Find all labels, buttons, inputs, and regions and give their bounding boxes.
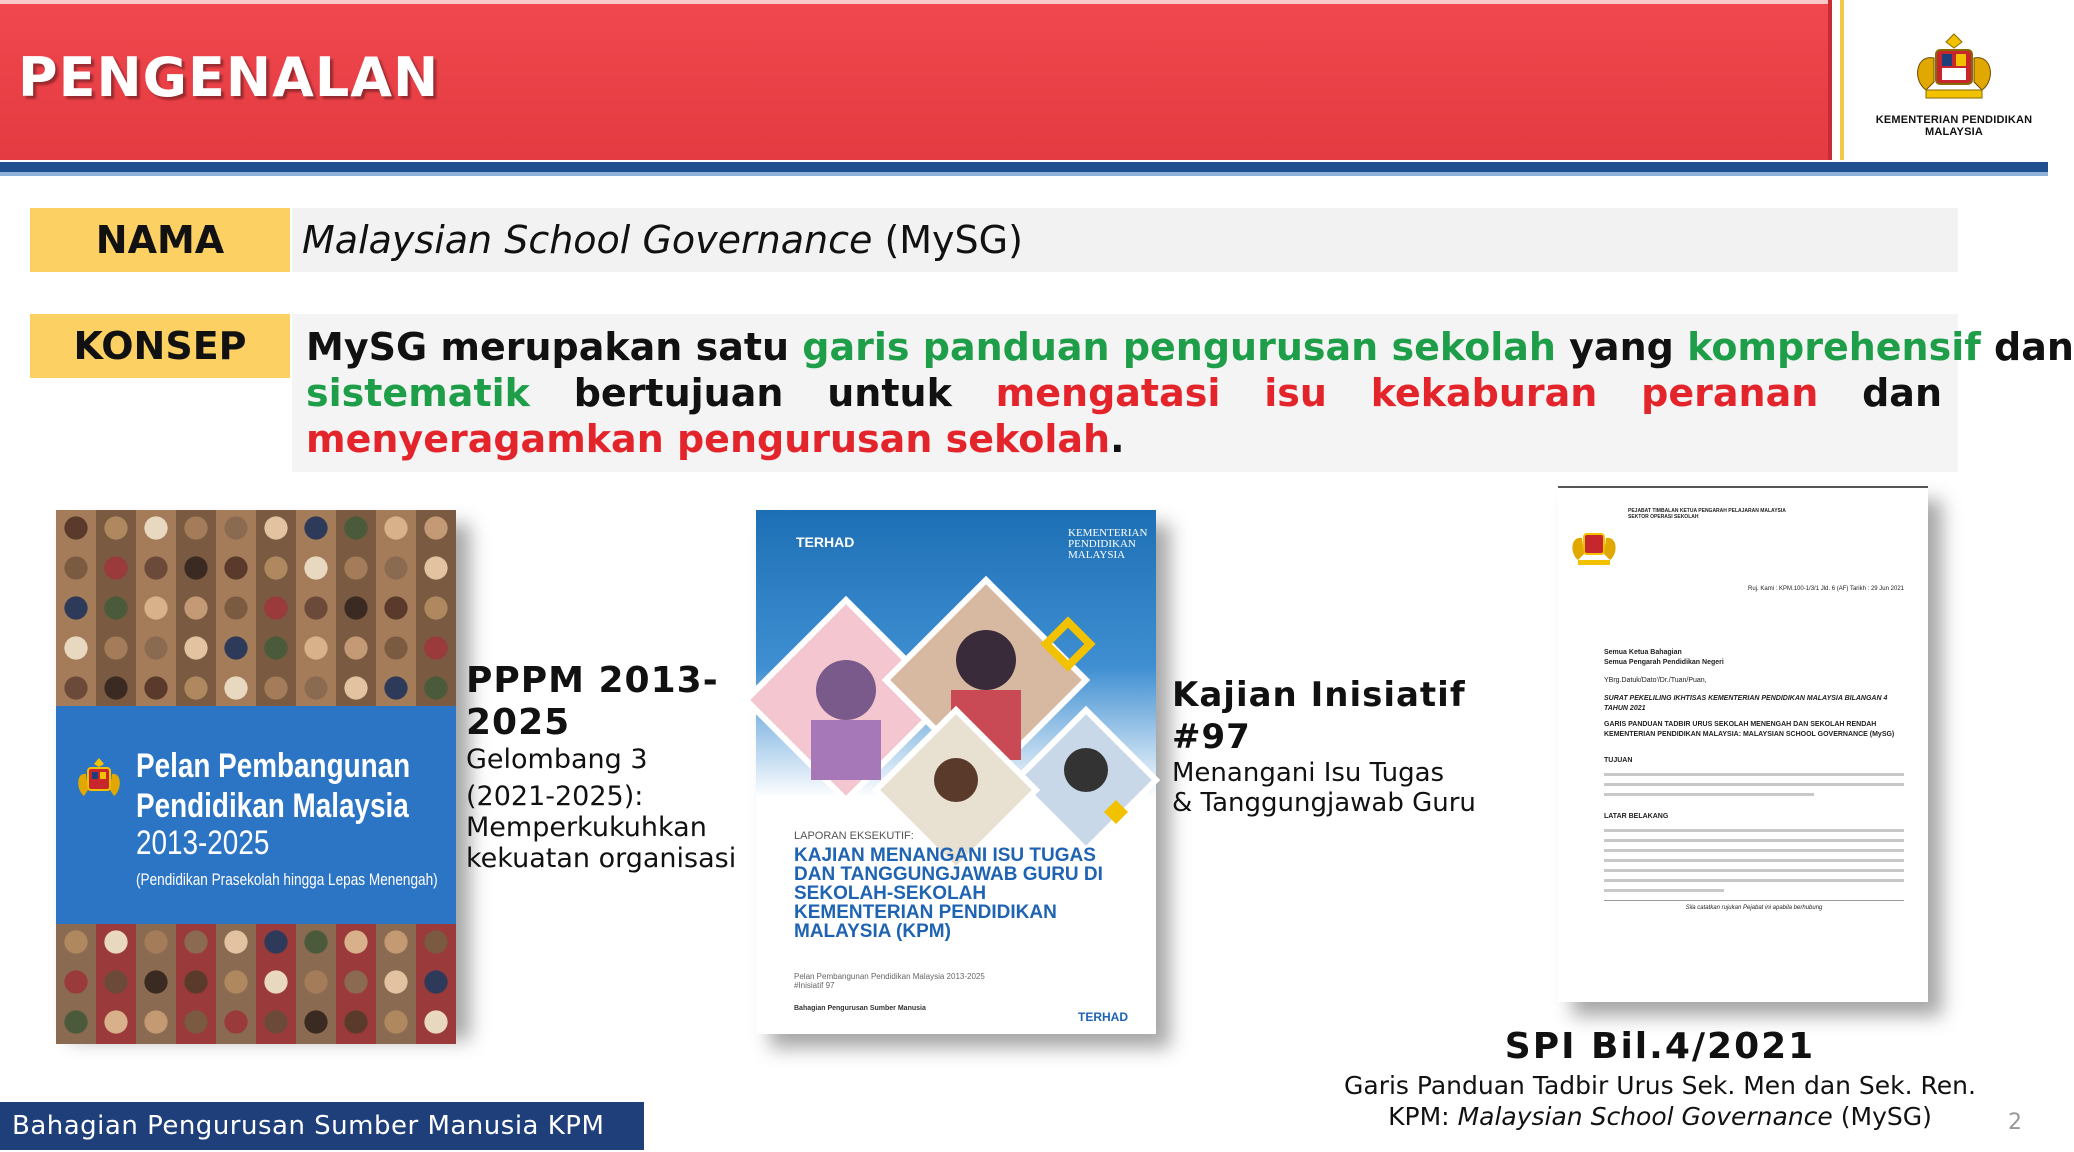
text-line [1604, 773, 1904, 776]
photo-tile [416, 550, 456, 590]
photo-tile [296, 670, 336, 710]
kajian-caption-line: & Tanggungjawab Guru [1172, 788, 1476, 818]
spi-letter-header-line: SEKTOR OPERASI SEKOLAH [1628, 514, 1699, 520]
photo-tile [336, 590, 376, 630]
photo-tile [216, 1004, 256, 1044]
photo-tile [176, 924, 216, 964]
text-line [1604, 849, 1904, 852]
photo-tile [376, 670, 416, 710]
spi-letter [1558, 486, 1928, 1002]
kajian-cover-kpm: KEMENTERIAN PENDIDIKAN MALAYSIA [1068, 527, 1148, 561]
photo-tile [256, 964, 296, 1004]
spi-letter-ref: Ruj. Kami : KPM.100-1/3/1 Jld. 6 (AF) Tarikh : 29 Jun 2021 [1748, 586, 1904, 592]
photo-tile [216, 590, 256, 630]
photo-tile [256, 550, 296, 590]
spi-letter-body [1604, 584, 1904, 594]
text-line [1604, 879, 1904, 882]
kajian-cover-lap: LAPORAN EKSEKUTIF: [794, 830, 914, 842]
pppm-caption [466, 660, 746, 874]
photo-tile [256, 924, 296, 964]
malaysia-crest-icon [74, 756, 124, 806]
photo-tile [56, 924, 96, 964]
nama-value-italic: Malaysian School Governance [302, 218, 873, 262]
pppm-caption-title: PPPM 2013-2025 [466, 660, 719, 743]
photo-tile [176, 590, 216, 630]
nama-label: NAMA [30, 208, 290, 272]
photo-tile [336, 630, 376, 670]
spi-caption-line: Garis Panduan Tadbir Urus Sek. Men dan Sek. Ren. [1344, 1071, 1976, 1100]
photo-tile [136, 670, 176, 710]
spi-letter-section: TUJUAN [1604, 757, 1633, 764]
spi-letter-line: Semua Pengarah Pendidikan Negeri [1604, 659, 1724, 666]
kajian-cover-terhad: TERHAD [1078, 1010, 1128, 1024]
pppm-cover-title-line: Pelan Pembangunan [136, 747, 411, 785]
photo-tile [96, 590, 136, 630]
spi-letter-section: LATAR BELAKANG [1604, 813, 1669, 820]
photo-tile [216, 510, 256, 550]
kajian-cover-terhad: TERHAD [796, 534, 855, 550]
photo-tile [176, 1004, 216, 1044]
photo-tile [136, 964, 176, 1004]
konsep-text: dan [1862, 371, 1942, 415]
spi-caption-italic: Malaysian School Governance [1457, 1102, 1833, 1131]
photo-tile [136, 550, 176, 590]
photo-tile [416, 964, 456, 1004]
photo-tile [216, 924, 256, 964]
nama-value-suffix: (MySG) [872, 218, 1023, 262]
photo-collage-top [56, 510, 456, 706]
konsep-label: KONSEP [30, 314, 290, 378]
konsep-value [292, 314, 2074, 472]
spi-letter-header [1628, 508, 1828, 520]
pppm-cover-title-line: Pendidikan Malaysia [136, 787, 409, 825]
photo-tile [176, 630, 216, 670]
konsep-highlight-green: garis panduan pengurusan sekolah [802, 325, 1556, 369]
konsep-text: dan [1980, 325, 2074, 369]
photo-tile [176, 964, 216, 1004]
konsep-highlight-red: peranan [1641, 371, 1819, 415]
kajian-caption-line: Menangani Isu Tugas [1172, 758, 1445, 788]
photo-tile [96, 1004, 136, 1044]
photo-tile [56, 670, 96, 710]
malaysia-crest-icon [1566, 524, 1622, 568]
photo-tile [296, 590, 336, 630]
spi-caption-line [1300, 1101, 2020, 1132]
photo-tile [216, 550, 256, 590]
spi-letter-line: YBrg.Datuk/Dato'/Dr./Tuan/Puan, [1604, 677, 1707, 684]
photo-tile [56, 590, 96, 630]
photo-tile [336, 924, 376, 964]
photo-collage-bottom [56, 924, 456, 1026]
photo-tile [256, 510, 296, 550]
photo-tile [256, 1004, 296, 1044]
text-line [1604, 859, 1904, 862]
photo-tile [256, 670, 296, 710]
text-line [1604, 793, 1814, 796]
photo-tile [376, 590, 416, 630]
spi-caption [1300, 1024, 2020, 1132]
konsep-line-2 [306, 370, 1942, 416]
photo-tile [336, 510, 376, 550]
photo-tile [176, 550, 216, 590]
photo-tile [96, 964, 136, 1004]
konsep-highlight-red: menyeragamkan pengurusan sekolah [306, 417, 1111, 461]
photo-tile [136, 924, 176, 964]
header-divider [0, 162, 2048, 172]
pppm-cover-band [56, 706, 456, 924]
photo-tile [416, 670, 456, 710]
text-line [1604, 783, 1904, 786]
photo-tile [96, 670, 136, 710]
kpm-logo [1840, 0, 2048, 160]
photo-tile [56, 510, 96, 550]
photo-tile [96, 924, 136, 964]
kajian-cover-foot: Bahagian Pengurusan Sumber Manusia [794, 1005, 926, 1012]
photo-tile [336, 1004, 376, 1044]
photo-tile [296, 510, 336, 550]
photo-tile [376, 924, 416, 964]
konsep-highlight-red: kekaburan [1370, 371, 1598, 415]
spi-caption-title: SPI Bil.4/2021 [1504, 1026, 1816, 1067]
photo-tile [376, 964, 416, 1004]
photo-tile [296, 630, 336, 670]
photo-tile [416, 510, 456, 550]
nama-value [292, 208, 1958, 272]
konsep-line-3 [306, 416, 1942, 462]
spi-letter-line: Semua Ketua Bahagian [1604, 649, 1682, 656]
konsep-line-1 [306, 324, 2074, 370]
photo-tile [256, 630, 296, 670]
photo-tile [416, 1004, 456, 1044]
page-title: PENGENALAN [18, 46, 440, 109]
photo-tile [416, 590, 456, 630]
konsep-highlight-green: sistematik [306, 371, 530, 415]
photo-tile [56, 964, 96, 1004]
spi-letter-foot: Sila catatkan rujukan Pejabat ini apabila berhubung [1604, 900, 1904, 913]
pppm-cover-title [136, 746, 411, 826]
pppm-cover-year: 2013-2025 [136, 824, 270, 862]
spi-letter-subject: GARIS PANDUAN TADBIR URUS SEKOLAH MENENGAH DAN SEKOLAH RENDAH KEMENTERIAN PENDIDIKAN MALAYSIA: MALAYSIAN SCHOOL GOVERNANCE (MySG) [1604, 721, 1895, 738]
photo-tile [216, 964, 256, 1004]
konsep-text: . [1110, 417, 1125, 461]
pppm-cover-subtitle: (Pendidikan Prasekolah hingga Lepas Menengah) [136, 870, 438, 889]
konsep-highlight-red: isu [1264, 371, 1327, 415]
text-line [1604, 839, 1904, 842]
photo-tile [136, 590, 176, 630]
pppm-cover [56, 510, 456, 1026]
photo-tile [56, 630, 96, 670]
kajian-cover [756, 510, 1156, 1034]
photo-tile [376, 1004, 416, 1044]
kajian-caption [1172, 674, 1552, 818]
spi-letter-body [1604, 648, 1904, 913]
photo-tile [56, 550, 96, 590]
konsep-text: untuk [827, 371, 952, 415]
spi-caption-text: (MySG) [1832, 1102, 1932, 1131]
photo-tile [336, 550, 376, 590]
photo-tile [136, 1004, 176, 1044]
spi-letter-header-line: PEJABAT TIMBALAN KETUA PENGARAH PELAJARAN MALAYSIA [1628, 508, 1786, 514]
photo-tile [376, 510, 416, 550]
page-number: 2 [2008, 1110, 2022, 1135]
pppm-caption-line: Gelombang 3 [466, 744, 648, 775]
kajian-cover-foot: Pelan Pembangunan Pendidikan Malaysia 2013-2025 #Inisiatif 97 [794, 972, 985, 990]
photo-tile [56, 1004, 96, 1044]
text-line [1604, 889, 1724, 892]
pppm-caption-line: Memperkukuhkan kekuatan organisasi [466, 812, 737, 874]
photo-tile [136, 510, 176, 550]
text-line [1604, 869, 1904, 872]
header-bar [0, 0, 1832, 160]
photo-tile [296, 924, 336, 964]
photo-tile [416, 924, 456, 964]
photo-tile [296, 1004, 336, 1044]
photo-tile [256, 590, 296, 630]
konsep-text: bertujuan [573, 371, 784, 415]
photo-tile [296, 550, 336, 590]
konsep-highlight-red: mengatasi [995, 371, 1221, 415]
konsep-text: MySG merupakan satu [306, 325, 803, 369]
photo-tile [136, 630, 176, 670]
photo-tile [176, 510, 216, 550]
pppm-caption-line: (2021-2025): [466, 781, 644, 812]
photo-tile [176, 670, 216, 710]
photo-tile [376, 550, 416, 590]
header-divider-light [0, 172, 2048, 176]
spi-caption-text: KPM: [1388, 1102, 1458, 1131]
kajian-cover-title: KAJIAN MENANGANI ISU TUGAS DAN TANGGUNGJAWAB GURU DI SEKOLAH-SEKOLAH KEMENTERIAN PENDIDIKAN MALAYSIA (KPM) [794, 845, 1103, 942]
photo-tile [216, 630, 256, 670]
photo-tile [416, 630, 456, 670]
photo-tile [96, 550, 136, 590]
spi-letter-subject: SURAT PEKELILING IKHTISAS KEMENTERIAN PENDIDIKAN MALAYSIA BILANGAN 4 TAHUN 2021 [1604, 695, 1888, 712]
kajian-cover-photos [756, 570, 1156, 870]
photo-tile [376, 630, 416, 670]
konsep-highlight-green: komprehensif [1687, 325, 1981, 369]
photo-tile [336, 964, 376, 1004]
text-line [1604, 829, 1904, 832]
photo-tile [336, 670, 376, 710]
malaysia-crest-icon [1904, 28, 2004, 108]
kajian-caption-title: Kajian Inisiatif #97 [1172, 675, 1466, 757]
photo-tile [216, 670, 256, 710]
logo-caption: KEMENTERIAN PENDIDIKAN MALAYSIA [1875, 114, 2033, 138]
photo-tile [296, 964, 336, 1004]
photo-tile [96, 630, 136, 670]
konsep-text: yang [1555, 325, 1688, 369]
footer-division: Bahagian Pengurusan Sumber Manusia KPM [0, 1102, 644, 1150]
photo-tile [96, 510, 136, 550]
